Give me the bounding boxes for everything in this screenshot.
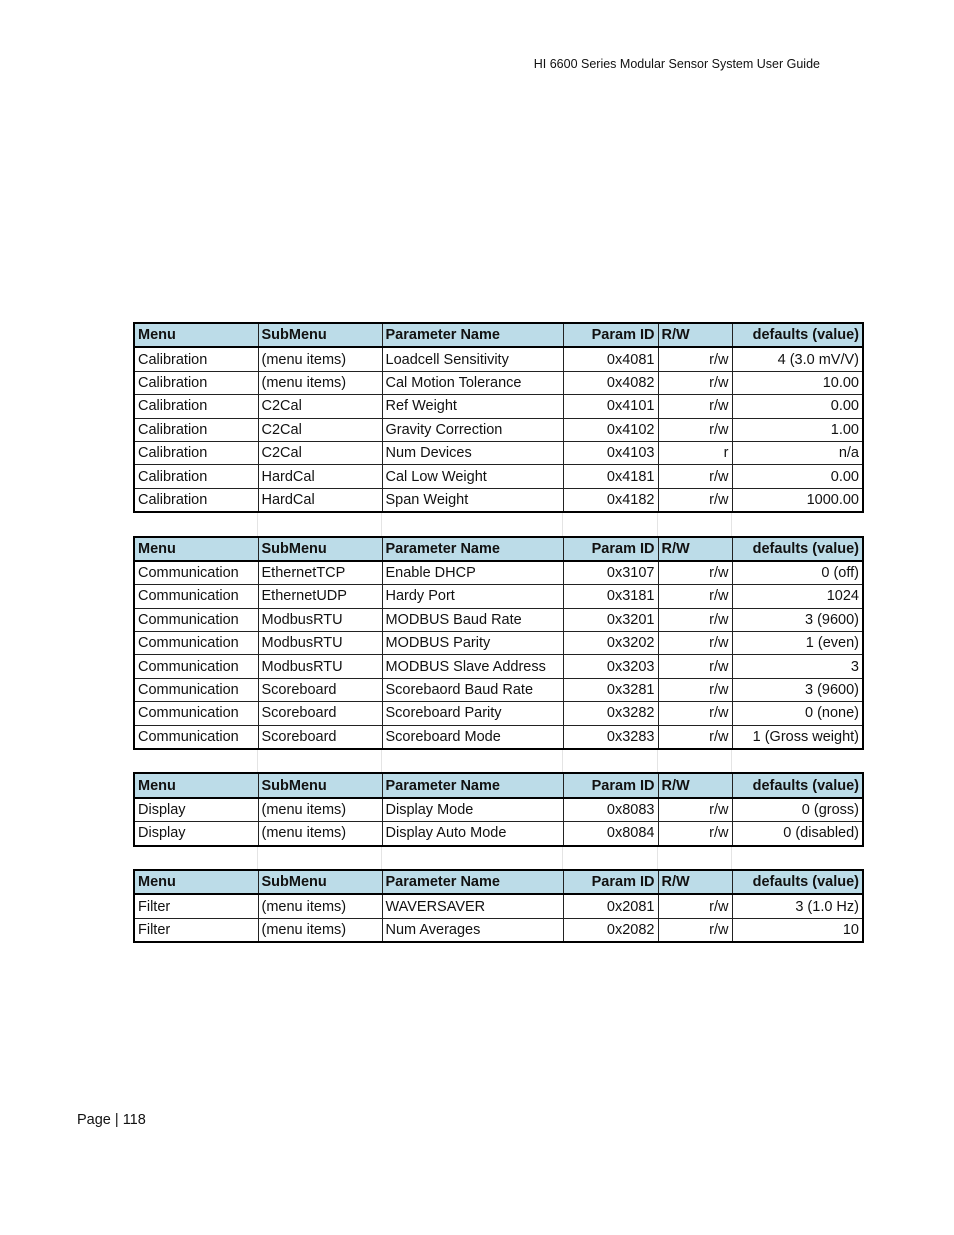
column-header-param-id: Param ID	[563, 537, 658, 561]
table-row	[134, 725, 863, 749]
table-header-row	[134, 773, 863, 797]
cell-default-value: 1.00	[732, 418, 863, 441]
cell-submenu: HardCal	[258, 488, 382, 512]
table-row	[134, 632, 863, 655]
spacer-gridline	[381, 750, 382, 772]
cell-rw: r/w	[658, 822, 732, 846]
column-header-default-value: defaults (value)	[732, 323, 863, 347]
cell-param-id: 0x4181	[563, 465, 658, 488]
cell-param-id: 0x8084	[563, 822, 658, 846]
table-spacer	[133, 847, 862, 869]
cell-default-value: 3	[732, 655, 863, 678]
cell-default-value: 3 (9600)	[732, 678, 863, 701]
cell-default-value: 1 (Gross weight)	[732, 725, 863, 749]
cell-menu: Communication	[134, 561, 258, 585]
column-header-menu: Menu	[134, 870, 258, 894]
cell-rw: r/w	[658, 655, 732, 678]
cell-rw: r/w	[658, 702, 732, 725]
spacer-gridline	[562, 847, 563, 869]
cell-parameter-name: Scoreboard Parity	[382, 702, 563, 725]
parameter-table	[133, 772, 864, 846]
column-header-default-value: defaults (value)	[732, 773, 863, 797]
cell-parameter-name: Span Weight	[382, 488, 563, 512]
cell-rw: r/w	[658, 585, 732, 608]
cell-rw: r/w	[658, 632, 732, 655]
cell-menu: Communication	[134, 585, 258, 608]
cell-submenu: ModbusRTU	[258, 632, 382, 655]
cell-menu: Calibration	[134, 418, 258, 441]
column-header-rw: R/W	[658, 870, 732, 894]
cell-rw: r/w	[658, 608, 732, 631]
cell-param-id: 0x3107	[563, 561, 658, 585]
cell-parameter-name: Num Averages	[382, 918, 563, 942]
cell-parameter-name: Display Auto Mode	[382, 822, 563, 846]
parameter-table	[133, 536, 864, 751]
column-header-default-value: defaults (value)	[732, 537, 863, 561]
table-row	[134, 418, 863, 441]
cell-submenu: EthernetTCP	[258, 561, 382, 585]
cell-default-value: 0 (off)	[732, 561, 863, 585]
column-header-rw: R/W	[658, 537, 732, 561]
cell-submenu: Scoreboard	[258, 725, 382, 749]
table-row	[134, 347, 863, 371]
table-row	[134, 918, 863, 942]
cell-menu: Calibration	[134, 441, 258, 464]
cell-submenu: ModbusRTU	[258, 608, 382, 631]
cell-submenu: (menu items)	[258, 918, 382, 942]
cell-menu: Communication	[134, 608, 258, 631]
spacer-gridline	[657, 847, 658, 869]
spacer-gridline	[731, 513, 732, 535]
spacer-gridline	[381, 847, 382, 869]
table-row	[134, 441, 863, 464]
column-header-menu: Menu	[134, 537, 258, 561]
cell-parameter-name: Ref Weight	[382, 395, 563, 418]
cell-param-id: 0x4101	[563, 395, 658, 418]
cell-param-id: 0x4082	[563, 371, 658, 394]
column-header-submenu: SubMenu	[258, 323, 382, 347]
cell-submenu: Scoreboard	[258, 702, 382, 725]
cell-default-value: 10.00	[732, 371, 863, 394]
cell-menu: Filter	[134, 918, 258, 942]
cell-parameter-name: MODBUS Slave Address	[382, 655, 563, 678]
spacer-gridline	[657, 750, 658, 772]
cell-menu: Display	[134, 798, 258, 822]
spacer-gridline	[731, 847, 732, 869]
spacer-gridline	[257, 847, 258, 869]
cell-submenu: Scoreboard	[258, 678, 382, 701]
cell-submenu: C2Cal	[258, 395, 382, 418]
spacer-gridline	[731, 750, 732, 772]
cell-parameter-name: Display Mode	[382, 798, 563, 822]
cell-menu: Communication	[134, 725, 258, 749]
table-row	[134, 371, 863, 394]
cell-rw: r/w	[658, 798, 732, 822]
cell-param-id: 0x2081	[563, 894, 658, 918]
cell-default-value: 3 (9600)	[732, 608, 863, 631]
cell-default-value: 0 (none)	[732, 702, 863, 725]
spacer-gridline	[257, 513, 258, 535]
cell-default-value: 0.00	[732, 395, 863, 418]
cell-menu: Communication	[134, 678, 258, 701]
cell-parameter-name: Scorebaord Baud Rate	[382, 678, 563, 701]
cell-param-id: 0x3282	[563, 702, 658, 725]
cell-default-value: n/a	[732, 441, 863, 464]
cell-default-value: 0 (disabled)	[732, 822, 863, 846]
cell-rw: r/w	[658, 894, 732, 918]
cell-parameter-name: Scoreboard Mode	[382, 725, 563, 749]
cell-menu: Filter	[134, 894, 258, 918]
cell-rw: r/w	[658, 918, 732, 942]
cell-submenu: C2Cal	[258, 441, 382, 464]
table-header-row	[134, 537, 863, 561]
cell-submenu: C2Cal	[258, 418, 382, 441]
cell-submenu: HardCal	[258, 465, 382, 488]
cell-parameter-name: MODBUS Parity	[382, 632, 563, 655]
column-header-rw: R/W	[658, 773, 732, 797]
table-header-row	[134, 323, 863, 347]
cell-param-id: 0x4102	[563, 418, 658, 441]
table-row	[134, 678, 863, 701]
cell-param-id: 0x4182	[563, 488, 658, 512]
column-header-menu: Menu	[134, 773, 258, 797]
table-row	[134, 561, 863, 585]
cell-rw: r/w	[658, 678, 732, 701]
spacer-gridline	[381, 513, 382, 535]
cell-param-id: 0x3281	[563, 678, 658, 701]
table-row	[134, 655, 863, 678]
table-spacer	[133, 750, 862, 772]
cell-param-id: 0x4103	[563, 441, 658, 464]
cell-default-value: 3 (1.0 Hz)	[732, 894, 863, 918]
cell-menu: Calibration	[134, 347, 258, 371]
parameter-table	[133, 322, 864, 513]
cell-parameter-name: Gravity Correction	[382, 418, 563, 441]
cell-default-value: 1024	[732, 585, 863, 608]
cell-param-id: 0x3202	[563, 632, 658, 655]
table-row	[134, 608, 863, 631]
table-row	[134, 702, 863, 725]
cell-default-value: 10	[732, 918, 863, 942]
cell-menu: Calibration	[134, 371, 258, 394]
column-header-param-id: Param ID	[563, 773, 658, 797]
table-row	[134, 798, 863, 822]
column-header-submenu: SubMenu	[258, 537, 382, 561]
spacer-gridline	[562, 750, 563, 772]
table-row	[134, 585, 863, 608]
parameter-table	[133, 869, 864, 943]
cell-parameter-name: MODBUS Baud Rate	[382, 608, 563, 631]
cell-rw: r/w	[658, 561, 732, 585]
cell-submenu: (menu items)	[258, 894, 382, 918]
table-row	[134, 395, 863, 418]
cell-rw: r/w	[658, 418, 732, 441]
spacer-gridline	[657, 513, 658, 535]
cell-rw: r	[658, 441, 732, 464]
parameter-tables	[133, 322, 862, 943]
column-header-submenu: SubMenu	[258, 773, 382, 797]
cell-parameter-name: Cal Motion Tolerance	[382, 371, 563, 394]
cell-submenu: (menu items)	[258, 822, 382, 846]
cell-menu: Communication	[134, 702, 258, 725]
cell-submenu: ModbusRTU	[258, 655, 382, 678]
cell-default-value: 0 (gross)	[732, 798, 863, 822]
cell-param-id: 0x3181	[563, 585, 658, 608]
cell-param-id: 0x2082	[563, 918, 658, 942]
table-row	[134, 488, 863, 512]
table-row	[134, 822, 863, 846]
cell-submenu: (menu items)	[258, 371, 382, 394]
cell-rw: r/w	[658, 488, 732, 512]
column-header-rw: R/W	[658, 323, 732, 347]
cell-menu: Calibration	[134, 465, 258, 488]
page-number: Page | 118	[77, 1112, 146, 1128]
cell-submenu: (menu items)	[258, 347, 382, 371]
cell-param-id: 0x3203	[563, 655, 658, 678]
cell-submenu: (menu items)	[258, 798, 382, 822]
cell-param-id: 0x3201	[563, 608, 658, 631]
cell-default-value: 1 (even)	[732, 632, 863, 655]
cell-rw: r/w	[658, 465, 732, 488]
cell-rw: r/w	[658, 347, 732, 371]
cell-default-value: 0.00	[732, 465, 863, 488]
table-spacer	[133, 513, 862, 535]
cell-parameter-name: Cal Low Weight	[382, 465, 563, 488]
cell-param-id: 0x8083	[563, 798, 658, 822]
cell-rw: r/w	[658, 371, 732, 394]
table-row	[134, 894, 863, 918]
column-header-param-id: Param ID	[563, 323, 658, 347]
cell-menu: Calibration	[134, 395, 258, 418]
cell-menu: Calibration	[134, 488, 258, 512]
cell-menu: Communication	[134, 655, 258, 678]
cell-rw: r/w	[658, 725, 732, 749]
column-header-default-value: defaults (value)	[732, 870, 863, 894]
cell-submenu: EthernetUDP	[258, 585, 382, 608]
column-header-parameter-name: Parameter Name	[382, 773, 563, 797]
column-header-param-id: Param ID	[563, 870, 658, 894]
cell-rw: r/w	[658, 395, 732, 418]
cell-parameter-name: Hardy Port	[382, 585, 563, 608]
cell-parameter-name: WAVERSAVER	[382, 894, 563, 918]
cell-parameter-name: Enable DHCP	[382, 561, 563, 585]
column-header-menu: Menu	[134, 323, 258, 347]
cell-param-id: 0x4081	[563, 347, 658, 371]
spacer-gridline	[562, 513, 563, 535]
column-header-parameter-name: Parameter Name	[382, 323, 563, 347]
cell-param-id: 0x3283	[563, 725, 658, 749]
table-row	[134, 465, 863, 488]
cell-parameter-name: Num Devices	[382, 441, 563, 464]
table-header-row	[134, 870, 863, 894]
running-header: HI 6600 Series Modular Sensor System User Guide	[533, 57, 820, 71]
cell-default-value: 1000.00	[732, 488, 863, 512]
cell-menu: Communication	[134, 632, 258, 655]
column-header-parameter-name: Parameter Name	[382, 537, 563, 561]
column-header-parameter-name: Parameter Name	[382, 870, 563, 894]
cell-parameter-name: Loadcell Sensitivity	[382, 347, 563, 371]
column-header-submenu: SubMenu	[258, 870, 382, 894]
cell-menu: Display	[134, 822, 258, 846]
cell-default-value: 4 (3.0 mV/V)	[732, 347, 863, 371]
spacer-gridline	[257, 750, 258, 772]
